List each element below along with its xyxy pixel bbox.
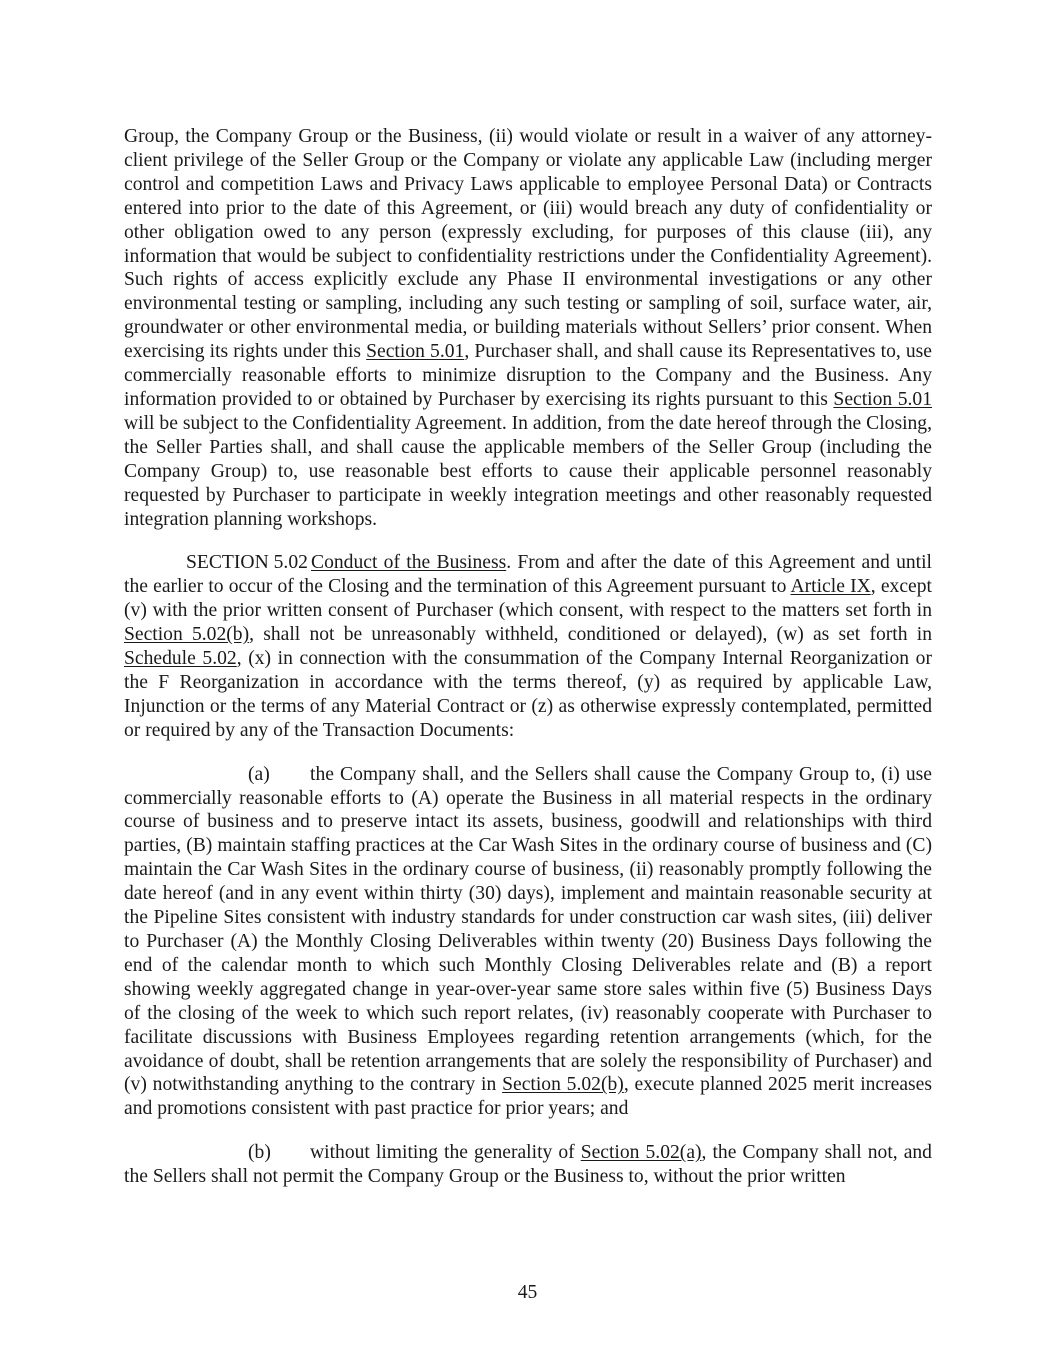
clause-a-paragraph bbox=[124, 763, 932, 1122]
section-5-02a-reference: Section 5.02(a) bbox=[580, 1142, 702, 1164]
section-5-02b-reference: Section 5.02(b) bbox=[124, 624, 250, 646]
section-5-02-paragraph bbox=[124, 551, 932, 742]
paragraph-text: the Company shall, and the Sellers shall cause the Company Group to, (i) use commercially reasonable efforts to (A) operate the Business in all material respects in the ordinary course of business and to preserve intact its assets, business, goodwill and relationships with third parties, (B) maintain staffing practices at the Car Wash Sites in the ordinary course of business and (C) maintain the Car Wash Sites in the ordinary course of business, (ii) reasonably promptly following the date hereof (and in any event within thirty (30) days), implement and maintain reasonable security at the Pipeline Sites consistent with industry standards for under construction car wash sites, (iii) deliver to Purchaser (A) the Monthly Closing Deliverables within twenty (20) Business Days following the end of the calendar month to which such Monthly Closing Deliverables relate and (B) a report showing weekly aggregated change in year-over-year same store sales within five (5) Business Days of the closing of the week to which such report relates, (iv) reasonably cooperate with Purchaser to facilitate discussions with Business Employees regarding retention arrangements (which, for the avoidance of doubt, shall be retention arrangements that are solely the responsibility of Purchaser) and (v) notwithstanding anything to the contrary in bbox=[124, 763, 932, 1096]
paragraph-text: will be subject to the Confidentiality Agreement. In addition, from the date hereof through the Closing, the Seller Parties shall, and shall cause the applicable members of the Seller Group (including the Company Group) to, use reasonable best efforts to cause their applicable personnel reasonably requested by Purchaser to participate in weekly integration meetings and other reasonably requested integration planning workshops. bbox=[124, 412, 932, 530]
clause-label: (a) bbox=[248, 763, 270, 785]
clause-b-paragraph bbox=[124, 1141, 932, 1189]
paragraph-text: without limiting the generality of bbox=[310, 1142, 581, 1164]
schedule-5-02-reference: Schedule 5.02 bbox=[124, 648, 237, 670]
page-number: 45 bbox=[517, 1282, 538, 1303]
paragraph-text: , (x) in connection with the consummation of the Company Internal Reorganization or the F Reorganization in accordance with the terms thereof, (y) as required by applicable Law, Injunction or the terms of any Material Contract or (z) as otherwise expressly contemplated, permitted or required by any of the Transaction Documents: bbox=[124, 648, 932, 741]
paragraph-text: , Purchaser shall, and shall cause its Representatives to, use commercially reasonable efforts to minimize disruption to the Company and the Business. Any information provided to or obtained by Purchaser by exercising its rights pursuant to this bbox=[124, 341, 932, 410]
section-title: Conduct of the Business bbox=[311, 552, 507, 574]
paragraph-text: , shall not be unreasonably withheld, conditioned or delayed), (w) as set forth in bbox=[249, 624, 932, 646]
section-5-02b-reference: Section 5.02(b) bbox=[502, 1074, 624, 1096]
clause-label: (b) bbox=[248, 1142, 271, 1164]
section-number: SECTION 5.02 bbox=[186, 552, 308, 574]
paragraph-text: , execute planned 2025 merit increases and promotions consistent with past practice for prior years; and bbox=[124, 1074, 932, 1120]
section-5-01-reference: Section 5.01 bbox=[366, 341, 465, 363]
page-body bbox=[124, 125, 932, 1189]
access-rights-paragraph bbox=[124, 125, 932, 531]
paragraph-text: , the Company shall not, and the Sellers shall not permit the Company Group or the Business to, without the prior written bbox=[124, 1142, 932, 1188]
paragraph-text: , except (v) with the prior written consent of Purchaser (which consent, with respect to the matters set forth in bbox=[124, 576, 932, 622]
section-5-01-reference: Section 5.01 bbox=[833, 388, 932, 410]
paragraph-text: Group, the Company Group or the Business, (ii) would violate or result in a waiver of any attorney-client privilege of the Seller Group or the Company or violate any applicable Law (including merger control and competition Laws and Privacy Laws applicable to employee Personal Data) or Contracts entered into prior to the date of this Agreement, or (iii) would breach any duty of confidentiality or other obligation owed to any person (expressly excluding, for purposes of this clause (iii), any information that would be subject to confidentiality restrictions under the Confidentiality Agreement). Such rights of access explicitly exclude any Phase II environmental investigations or any other environmental testing or sampling, including any such testing or sampling of soil, surface water, air, groundwater or other environmental media, or building materials without Sellers’ prior consent. When exercising its rights under this bbox=[124, 126, 932, 363]
paragraph-text: . From and after the date of this Agreement and until the earlier to occur of the Closing and the termination of this Agreement pursuant to bbox=[124, 552, 932, 598]
article-ix-reference: Article IX bbox=[790, 576, 871, 598]
